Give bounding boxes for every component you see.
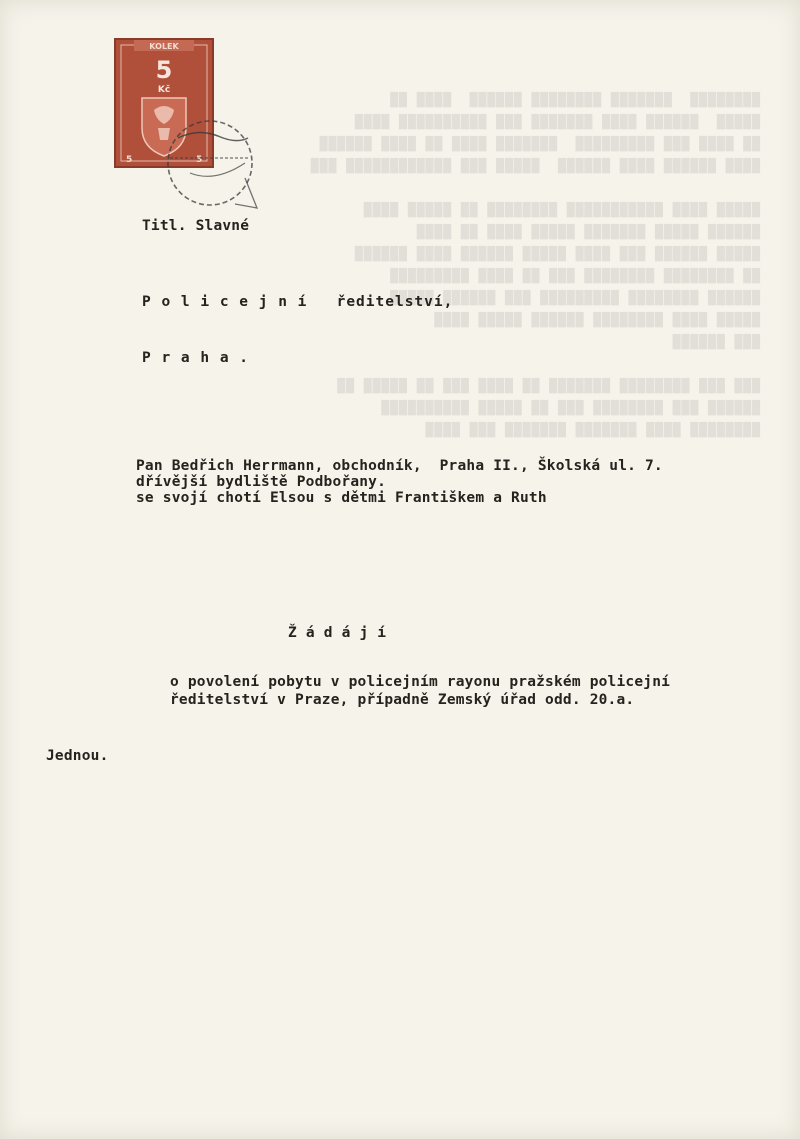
- addressee-line-2: P r a h a .: [142, 350, 250, 366]
- stamp-currency: Kč: [157, 85, 171, 95]
- applicant-line-3: se svojí chotí Elsou s dětmi Františkem a Ruth: [136, 490, 547, 506]
- applicant-line-2: dřívější bydliště Podbořany.: [136, 474, 387, 490]
- svg-text:5: 5: [196, 155, 203, 165]
- stamp-header: KOLEK: [149, 42, 179, 51]
- request-verb: Ž á d á j í: [288, 625, 387, 641]
- show-through-reverse-text: ████████ ███████ ████████ ██████ ████ ██ █████ ██████ ████ ███████ ███ ██████████ ████ ██ ████ ███ █████████ ███████ ████ ██ ████ ██████ ████ ██████ ████ ██████ █████ ███ ████████████ ███ █████ ████ ███████████ ████████ ██ █████ ████ ██████ █████ ███████ █████ ████ ██ ████ █████ ██████ ███ ████ █████ ██████ ████ ██████ ██ ████████ ████████ ███ ██ ████ █████████ ██████ ████████ █████████ ███ ██████ █████ █████ ████ ████████ ██████ █████ ████ ███ ██████ ███ ███ ████████ ███████ ██ ████ ███ ██ █████ ██ ██████ ███ ████████ ███ ██ █████ ██████████ ████████ ████ ███████ ███████ ███ ████: [309, 93, 760, 438]
- addressee-line-1: P o l i c e j n í ředitelství,: [142, 294, 454, 310]
- request-line-2: ředitelství v Praze, případně Zemský úřad odd. 20.a.: [170, 692, 635, 708]
- svg-text:5: 5: [126, 155, 133, 165]
- enclosure-note: Jednou.: [46, 748, 109, 764]
- cancellation-postmark: [150, 118, 300, 228]
- salutation: Titl. Slavné: [142, 218, 250, 234]
- request-line-1: o povolení pobytu v policejním rayonu pražském policejní: [170, 674, 671, 690]
- applicant-line-1: Pan Bedřich Herrmann, obchodník, Praha II., Školská ul. 7.: [136, 458, 663, 474]
- stamp-value: 5: [155, 56, 173, 84]
